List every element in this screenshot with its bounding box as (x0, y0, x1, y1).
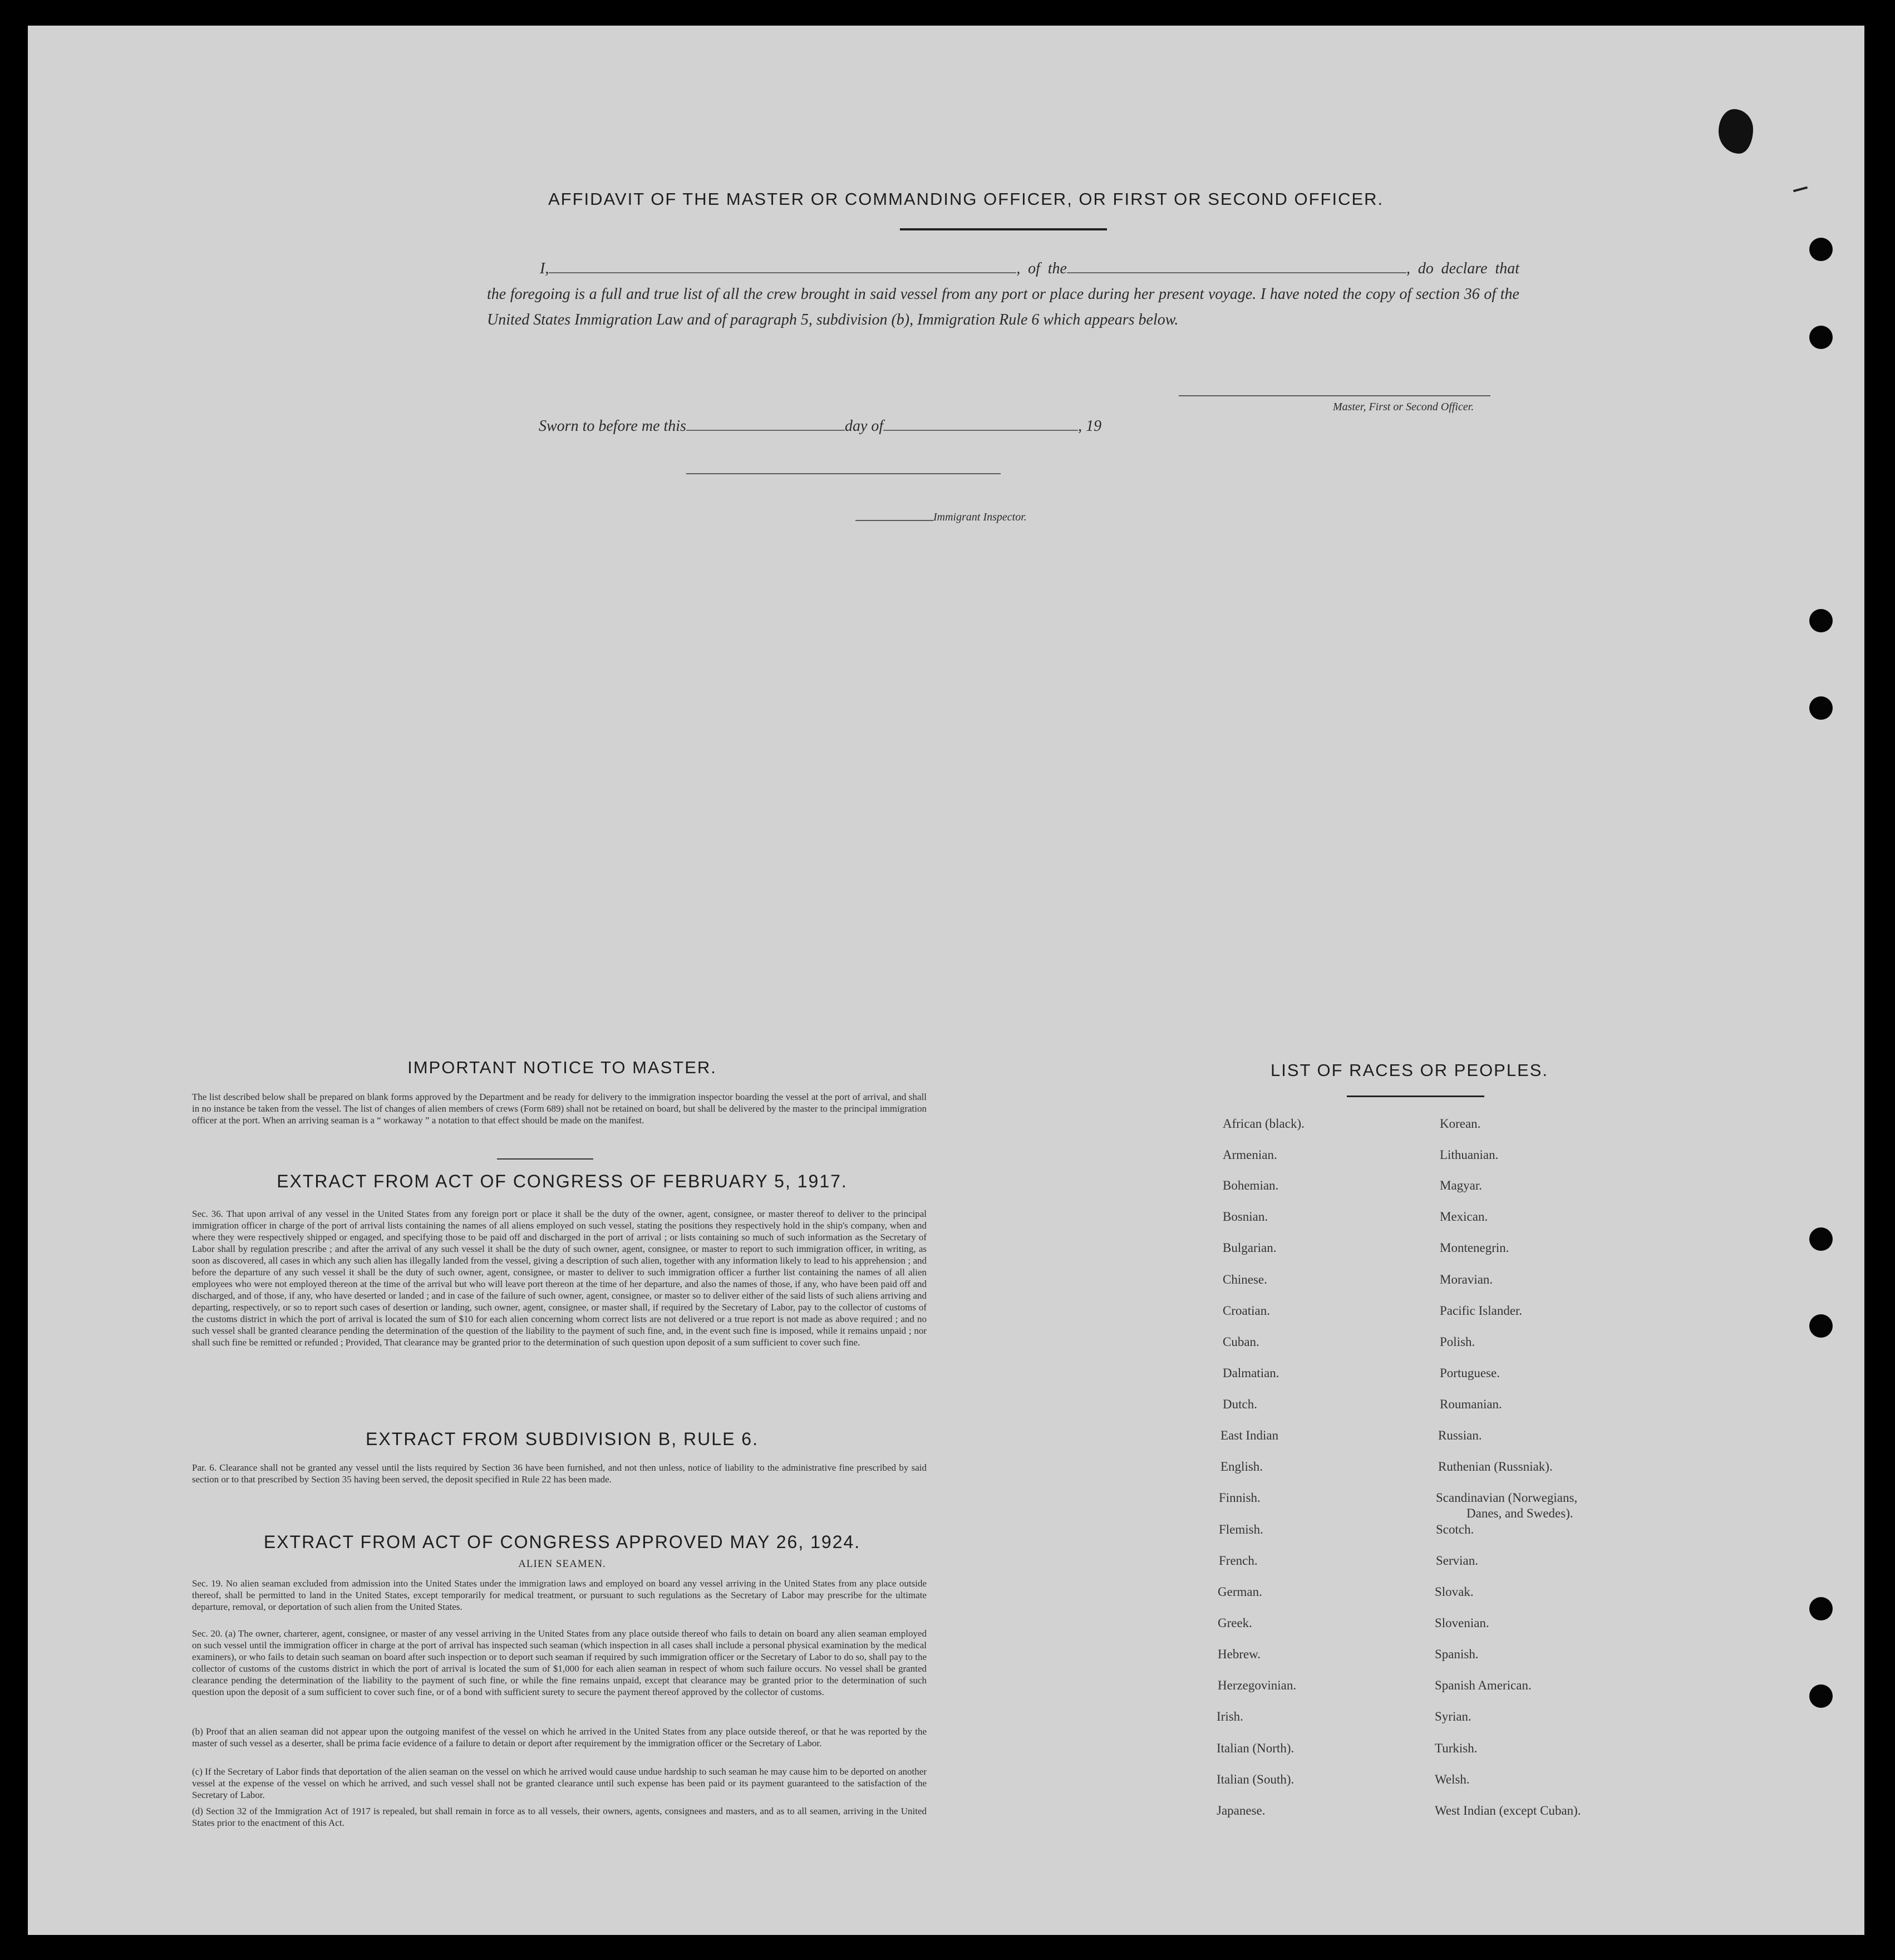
race-right: Welsh. (1435, 1772, 1470, 1786)
race-left: African (black). (1223, 1117, 1305, 1131)
race-right: Moravian. (1440, 1273, 1493, 1286)
race-right: Spanish. (1435, 1647, 1479, 1661)
race-right: Korean. (1440, 1117, 1481, 1131)
race-left: Irish. (1217, 1710, 1243, 1723)
race-right: Mexican. (1440, 1210, 1488, 1224)
race-right: Polish. (1440, 1335, 1475, 1349)
extract-1924-subtitle: ALIEN SEAMEN. (518, 1558, 606, 1570)
race-right: Russian. (1438, 1428, 1482, 1442)
races-title-underline (1347, 1096, 1484, 1097)
race-left: Bohemian. (1223, 1178, 1279, 1192)
race-right: Roumanian. (1440, 1397, 1502, 1411)
sworn-prefix: Sworn to before me this (539, 417, 686, 435)
punch-hole (1809, 609, 1833, 632)
race-left: Flemish. (1219, 1522, 1263, 1536)
extract-1924-sec20c: (c) If the Secretary of Labor finds that deportation of the alien seaman on the vessel on which he arrived would cause undue hardship to such seaman he may cause him to be deported on another vessel at the expense of the vessel on which he arrived, and such vessel shall not be granted clearance until such expense has been paid or its payment guaranteed to the satisfaction of the Secretary of Labor. (192, 1766, 927, 1800)
vessel-blank-line[interactable] (1067, 260, 1406, 273)
extract-rule6-text: Par. 6. Clearance shall not be granted any vessel until the lists required by Section 36 have been furnished, and not then unless, notice of liability to the administrative fine prescribed by said section or to that prescribed by Section 35 having been served, the deposit specified in Rule 22 has been made. (192, 1462, 927, 1485)
race-right: Portuguese. (1440, 1366, 1500, 1380)
race-left: Croatian. (1223, 1304, 1270, 1318)
race-left: Armenian. (1223, 1148, 1277, 1162)
race-right: Ruthenian (Russniak). (1438, 1460, 1553, 1473)
race-right: Lithuanian. (1440, 1148, 1499, 1162)
extract-1924-sec20d: (d) Section 32 of the Immigration Act of 1917 is repealed, but shall remain in force as to all vessels, their owners, agents, consignees and masters, and as to all seamen, arriving in the United States prior to the enactment of this Act. (192, 1806, 927, 1828)
inspector-label: Immigrant Inspector. (933, 511, 1027, 523)
race-right: Pacific Islander. (1440, 1304, 1523, 1318)
race-right-continuation: Danes, and Swedes). (1466, 1506, 1573, 1520)
sworn-day-of: day of (844, 417, 884, 435)
race-left: Hebrew. (1218, 1647, 1261, 1661)
punch-hole (1809, 1227, 1833, 1251)
race-left: English. (1220, 1460, 1263, 1473)
race-left: Cuban. (1223, 1335, 1259, 1349)
punch-hole (1809, 326, 1833, 349)
extract-1917-title: EXTRACT FROM ACT OF CONGRESS OF FEBRUARY 5, 1917. (277, 1171, 848, 1191)
punch-hole (1809, 1314, 1833, 1338)
punch-hole (1809, 238, 1833, 261)
race-right: Scandinavian (Norwegians, (1436, 1491, 1578, 1505)
sworn-year: , 19 (1078, 417, 1102, 435)
title-underline (900, 228, 1107, 230)
notice-title: IMPORTANT NOTICE TO MASTER. (407, 1058, 717, 1077)
race-left: Japanese. (1217, 1804, 1266, 1817)
declaration-body: that the foregoing is a full and true list of all the crew brought in said vessel from any port or place during her present voyage. I have noted the copy of section 36 of the United States Immigration Law and of paragraph 5, subdivision (b), Immigration Rule 6 which appears below. (487, 260, 1520, 328)
extract-1924-sec20b: (b) Proof that an alien seaman did not appear upon the outgoing manifest of the vessel on which he arrived in the United States from any place outside thereof, or that he was reported by the master of such vessel as a deserter, shall be prima facie evidence of a failure to detain or deport after requirement by the immigration officer or the Secretary of Labor. (192, 1726, 927, 1748)
declaration-of-the: , of the (1016, 260, 1067, 277)
race-left: East Indian (1220, 1428, 1279, 1442)
race-right: Slovenian. (1435, 1616, 1489, 1630)
race-left: Chinese. (1223, 1273, 1267, 1286)
race-left: German. (1218, 1585, 1262, 1599)
affidavit-declaration (487, 256, 1519, 333)
declaration-do-declare: , do declare (1406, 260, 1488, 277)
signature-line[interactable] (1179, 395, 1490, 396)
punch-hole (1809, 1597, 1833, 1620)
notice-divider (497, 1158, 593, 1160)
notice-text: The list described below shall be prepared on blank forms approved by the Department and be ready for delivery to the immigration inspector boarding the vessel at the port of arrival, and shall in no instance be taken from the vessel. The list of changes of alien members of crews (Form 689) shall not be retained on board, but shall be delivered by the master to the principal immigration officer at the port. When an arriving seaman is a “ workaway ” a notation to that effect should be made on the manifest. (192, 1092, 927, 1126)
races-title: LIST OF RACES OR PEOPLES. (1271, 1060, 1549, 1080)
race-right: Turkish. (1435, 1741, 1478, 1755)
race-left: Italian (North). (1217, 1741, 1294, 1755)
punch-hole (1809, 696, 1833, 720)
extract-rule6-title: EXTRACT FROM SUBDIVISION B, RULE 6. (366, 1429, 759, 1449)
sworn-day-blank[interactable] (686, 419, 845, 431)
race-left: French. (1219, 1554, 1258, 1568)
name-blank-line[interactable] (549, 260, 1016, 273)
affidavit-title: AFFIDAVIT OF THE MASTER OR COMMANDING OFFICER, OR FIRST OR SECOND OFFICER. (548, 189, 1384, 209)
sworn-line (539, 417, 1101, 435)
race-left: Bulgarian. (1223, 1241, 1277, 1255)
race-right: Magyar. (1440, 1178, 1483, 1192)
race-right: Servian. (1436, 1554, 1479, 1568)
race-left: Bosnian. (1223, 1210, 1268, 1224)
signature-label: Master, First or Second Officer. (1333, 401, 1474, 413)
race-right: Scotch. (1436, 1522, 1474, 1536)
sworn-month-blank[interactable] (883, 419, 1078, 431)
race-left: Dutch. (1223, 1397, 1257, 1411)
race-right: West Indian (except Cuban). (1435, 1804, 1581, 1817)
inspector-short-line (855, 520, 933, 521)
extract-1924-title: EXTRACT FROM ACT OF CONGRESS APPROVED MAY 26, 1924. (263, 1532, 861, 1552)
race-right: Slovak. (1435, 1585, 1474, 1599)
punch-hole (1809, 1684, 1833, 1708)
race-left: Finnish. (1219, 1491, 1261, 1505)
race-right: Spanish American. (1435, 1678, 1532, 1692)
extract-1917-text: Sec. 36. That upon arrival of any vessel in the United States from any foreign port or place it shall be the duty of the owner, agent, consignee, or master thereof to deliver to the principal immigration officer in charge of the port of arrival lists containing the names of all aliens employed on such vessel, stating the positions they respectively hold in the ship's company, when and where they were respectively shipped or engaged, and specifying those to be paid off and discharged in the port of arrival ; or lists containing so much of such information as the Secretary of Labor shall by regulation prescribe ; and after the arrival of any such vessel it shall be the duty of such owner, agent, consignee, or master to report to such immigration officer, in writing, as soon as discovered, all cases in which any such alien has illegally landed from the vessel, giving a description of such alien, together with any information likely to lead to his apprehension ; and before the departure of any such vessel it shall be the duty of such owner, agent, consignee, or master to deliver to such immigration officer a further list containing the names of all alien employees who were not employed thereon at the time of the arrival but who will leave port thereon at the time of her departure, and also the names of those, if any, who have been paid off and discharged, and of those, if any, who have deserted or landed ; and in case of the failure of such owner, agent, consignee, or master so to deliver either of the said lists of such aliens arriving and departing, respectively, or so to report such cases of desertion or landing, such owner, agent, consignee, or master shall, if required by the Secretary of Labor, pay to the collector of customs of the customs district in which the port of arrival is located the sum of $10 for each alien concerning whom correct lists are not delivered or a true report is not made as above required ; and no such vessel shall be granted clearance pending the determination of the question of the liability to the payment of such fine, and, in the event such fine is imposed, while it remains unpaid ; nor shall such fine be remitted or refunded ; Provided, That clearance may be granted prior to the determination of such question upon deposit of a sum sufficient to cover such fine. (192, 1209, 927, 1348)
inspector-signature-line[interactable] (686, 473, 1001, 474)
race-left: Italian (South). (1217, 1772, 1294, 1786)
declaration-i: I, (540, 260, 549, 277)
race-left: Dalmatian. (1223, 1366, 1279, 1380)
race-right: Montenegrin. (1440, 1241, 1509, 1255)
race-right: Syrian. (1435, 1710, 1471, 1723)
extract-1924-sec20a: Sec. 20. (a) The owner, charterer, agent, consignee, or master of any vessel arriving in the United States from any place outside thereof who fails to detain on board any alien seaman employed on such vessel until the immigration officer in charge at the port of arrival has inspected such seaman (which inspection in all cases shall include a personal physical examination by the medical examiners), or who fails to detain such seaman on board after such inspection or to deport such seaman if required by such immigration officer or the Secretary of Labor to do so, shall pay to the collector of customs of the customs district in which the port of arrival is located the sum of $1,000 for each alien seaman in respect of whom such failure occurs. No vessel shall be granted clearance pending the determination of the liability to the payment of such fine, or while the fine remains unpaid, except that clearance may be granted prior to the determination of such question upon the deposit of a sum sufficient to cover such fine, or of a bond with sufficient surety to secure the payment thereof approved by the collector of customs. (192, 1628, 927, 1697)
race-left: Greek. (1218, 1616, 1252, 1630)
race-left: Herzegovinian. (1218, 1678, 1297, 1692)
extract-1924-sec19: Sec. 19. No alien seaman excluded from admission into the United States under the immigration laws and employed on board any vessel arriving in the United States from any place outside thereof, shall be permitted to land in the United States, except temporarily for medical treatment, or pursuant to such regulations as the Secretary of Labor may prescribe for the ultimate departure, removal, or deportation of such alien from the United States. (192, 1578, 927, 1612)
